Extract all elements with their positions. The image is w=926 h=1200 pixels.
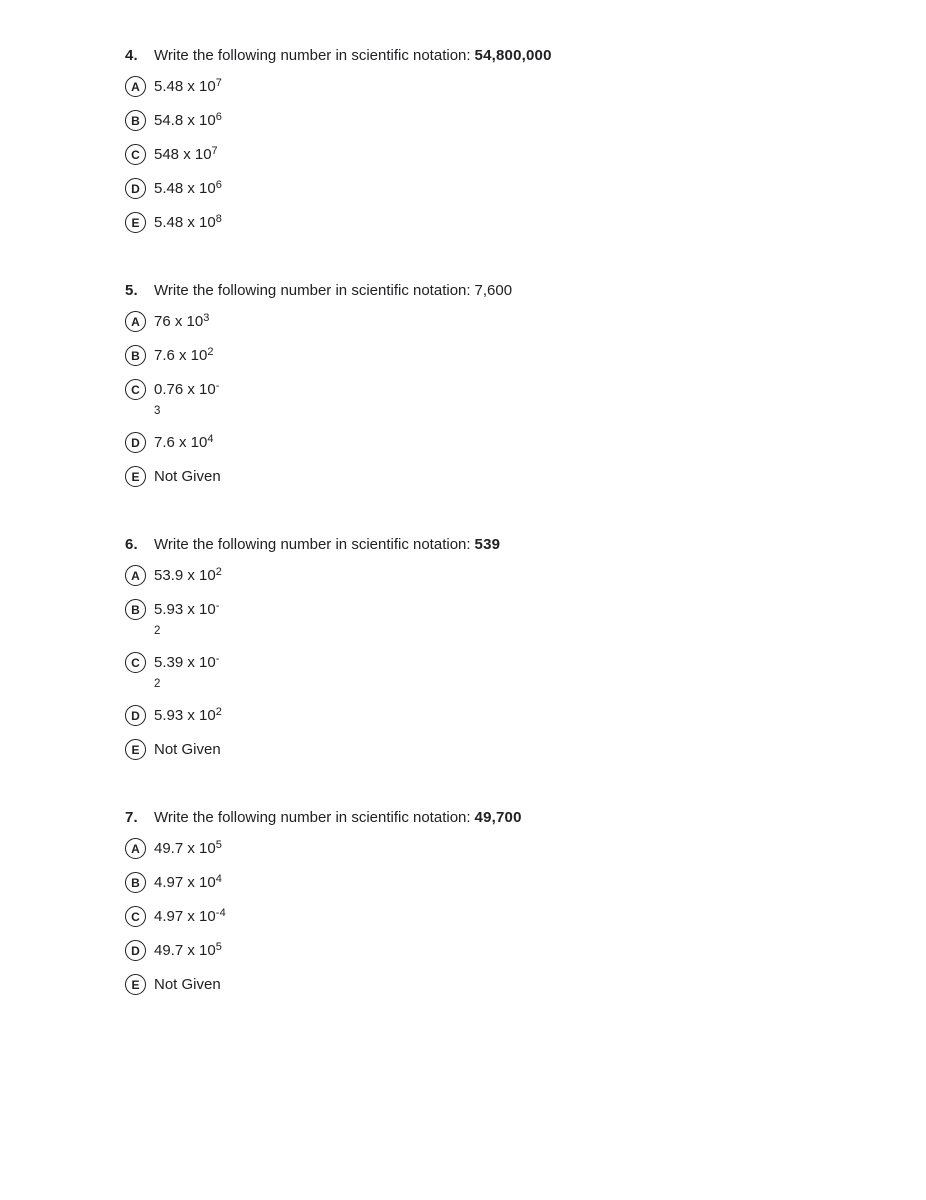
question-block [125,807,886,995]
option-text [154,906,226,927]
option-text [154,599,220,639]
answer-option[interactable] [125,974,886,995]
option-letter-circle[interactable] [125,432,146,453]
option-base: 7.6 x 10 [154,347,208,364]
option-exponent: 7 [211,145,218,157]
option-exponent: 2 [207,346,214,358]
option-letter-circle[interactable] [125,652,146,673]
answer-option[interactable] [125,311,886,332]
option-base: 7.6 x 10 [154,434,208,451]
option-text [154,178,222,199]
option-letter: D [131,182,140,196]
option-letter-circle[interactable] [125,705,146,726]
option-letter-circle[interactable] [125,178,146,199]
option-base: 49.7 x 10 [154,840,216,857]
answer-option[interactable] [125,76,886,97]
option-base: 53.9 x 10 [154,567,216,584]
option-exponent: - [215,380,220,392]
option-base: 5.48 x 10 [154,214,216,231]
answer-option[interactable] [125,212,886,233]
option-letter: E [131,978,140,992]
option-letter-circle[interactable] [125,144,146,165]
option-exponent: 6 [215,179,223,191]
option-letter-circle[interactable] [125,212,146,233]
option-letter: D [131,709,140,723]
option-letter: A [131,569,140,583]
option-text [154,565,222,586]
option-text [154,974,221,995]
question-header [125,534,886,556]
option-letter-circle[interactable] [125,739,146,760]
question-number: 7. [125,809,138,826]
option-base: 5.93 x 10 [154,707,216,724]
option-text [154,212,222,233]
option-wrapped-exponent: 2 [154,625,161,637]
option-letter-circle[interactable] [125,110,146,131]
question-prompt: Write the following number in scientific notation: [154,536,471,553]
option-letter-circle[interactable] [125,599,146,620]
option-base: 548 x 10 [154,146,212,163]
option-text [154,311,210,332]
options-list [125,838,886,995]
option-text [154,144,218,165]
option-letter-circle[interactable] [125,345,146,366]
option-letter: E [131,216,140,230]
option-base: Not Given [154,741,221,758]
option-base: 54.8 x 10 [154,112,216,129]
option-exponent: 8 [215,213,223,225]
option-text [154,739,221,760]
option-base: Not Given [154,468,221,485]
option-base: 4.97 x 10 [154,874,216,891]
option-letter-circle[interactable] [125,872,146,893]
option-exponent: 7 [215,77,223,89]
question-prompt: Write the following number in scientific notation: [154,47,471,64]
question-text [154,280,512,302]
option-text [154,76,222,97]
option-letter: B [131,603,140,617]
option-letter-circle[interactable] [125,838,146,859]
answer-option[interactable] [125,599,886,639]
option-text [154,466,221,487]
option-text [154,345,214,366]
question-value: 49,700 [474,809,522,826]
option-exponent: 4 [207,433,214,445]
option-letter: A [131,80,140,94]
option-base: 0.76 x 10 [154,381,216,398]
question-header [125,280,886,302]
options-list [125,565,886,760]
option-letter-circle[interactable] [125,466,146,487]
option-letter-circle[interactable] [125,906,146,927]
question-prompt: Write the following number in scientific notation: [154,282,471,299]
option-exponent: 2 [215,566,223,578]
option-letter: C [131,656,140,670]
option-letter-circle[interactable] [125,974,146,995]
option-base: 49.7 x 10 [154,942,216,959]
question-header [125,45,886,67]
option-letter-circle[interactable] [125,311,146,332]
option-letter-circle[interactable] [125,565,146,586]
answer-option[interactable] [125,652,886,692]
option-base: 5.93 x 10 [154,601,216,618]
option-exponent: - [215,653,220,665]
questions-list [125,45,886,995]
option-letter: C [131,148,140,162]
option-base: 5.48 x 10 [154,180,216,197]
option-base: Not Given [154,976,221,993]
option-exponent: - [215,600,220,612]
answer-option[interactable] [125,906,886,927]
option-exponent: 3 [203,312,210,324]
option-text [154,379,220,419]
option-wrapped-exponent: 3 [154,405,161,417]
question-value: 7,600 [474,282,513,299]
option-letter: C [131,383,140,397]
question-block [125,280,886,487]
option-text [154,940,222,961]
answer-option[interactable] [125,178,886,199]
options-list [125,76,886,233]
option-letter: B [131,876,140,890]
answer-option[interactable] [125,432,886,453]
option-letter: B [131,114,140,128]
option-wrapped-exponent: 2 [154,678,161,690]
option-letter: E [131,743,140,757]
option-text [154,705,222,726]
option-text [154,652,220,692]
option-letter-circle[interactable] [125,940,146,961]
option-letter: C [131,910,140,924]
option-exponent: 4 [215,873,223,885]
question-number: 4. [125,47,138,64]
answer-option[interactable] [125,144,886,165]
option-base: 5.48 x 10 [154,78,216,95]
answer-option[interactable] [125,838,886,859]
option-exponent: 5 [215,839,223,851]
question-block [125,534,886,760]
answer-option[interactable] [125,379,886,419]
option-base: 76 x 10 [154,313,204,330]
option-letter-circle[interactable] [125,379,146,400]
option-text [154,432,214,453]
option-letter: A [131,842,140,856]
question-value: 54,800,000 [474,47,552,64]
option-text [154,872,222,893]
option-exponent: 5 [215,941,223,953]
question-block [125,45,886,233]
question-number: 5. [125,282,138,299]
question-header [125,807,886,829]
answer-option[interactable] [125,345,886,366]
option-letter: D [131,944,140,958]
option-exponent: 2 [215,706,223,718]
question-number: 6. [125,536,138,553]
option-base: 5.39 x 10 [154,654,216,671]
answer-option[interactable] [125,565,886,586]
answer-option[interactable] [125,940,886,961]
option-exponent: -4 [215,907,227,919]
answer-option[interactable] [125,110,886,131]
option-letter-circle[interactable] [125,76,146,97]
option-base: 4.97 x 10 [154,908,216,925]
question-text [154,534,500,556]
option-text [154,110,222,131]
answer-option[interactable] [125,739,886,760]
option-letter: A [131,315,140,329]
option-letter: E [131,470,140,484]
answer-option[interactable] [125,705,886,726]
answer-option[interactable] [125,872,886,893]
question-prompt: Write the following number in scientific notation: [154,809,471,826]
question-text [154,45,552,67]
answer-option[interactable] [125,466,886,487]
options-list [125,311,886,487]
question-value: 539 [474,536,501,553]
option-letter: B [131,349,140,363]
option-text [154,838,222,859]
option-exponent: 6 [215,111,223,123]
option-letter: D [131,436,140,450]
question-text [154,807,522,829]
